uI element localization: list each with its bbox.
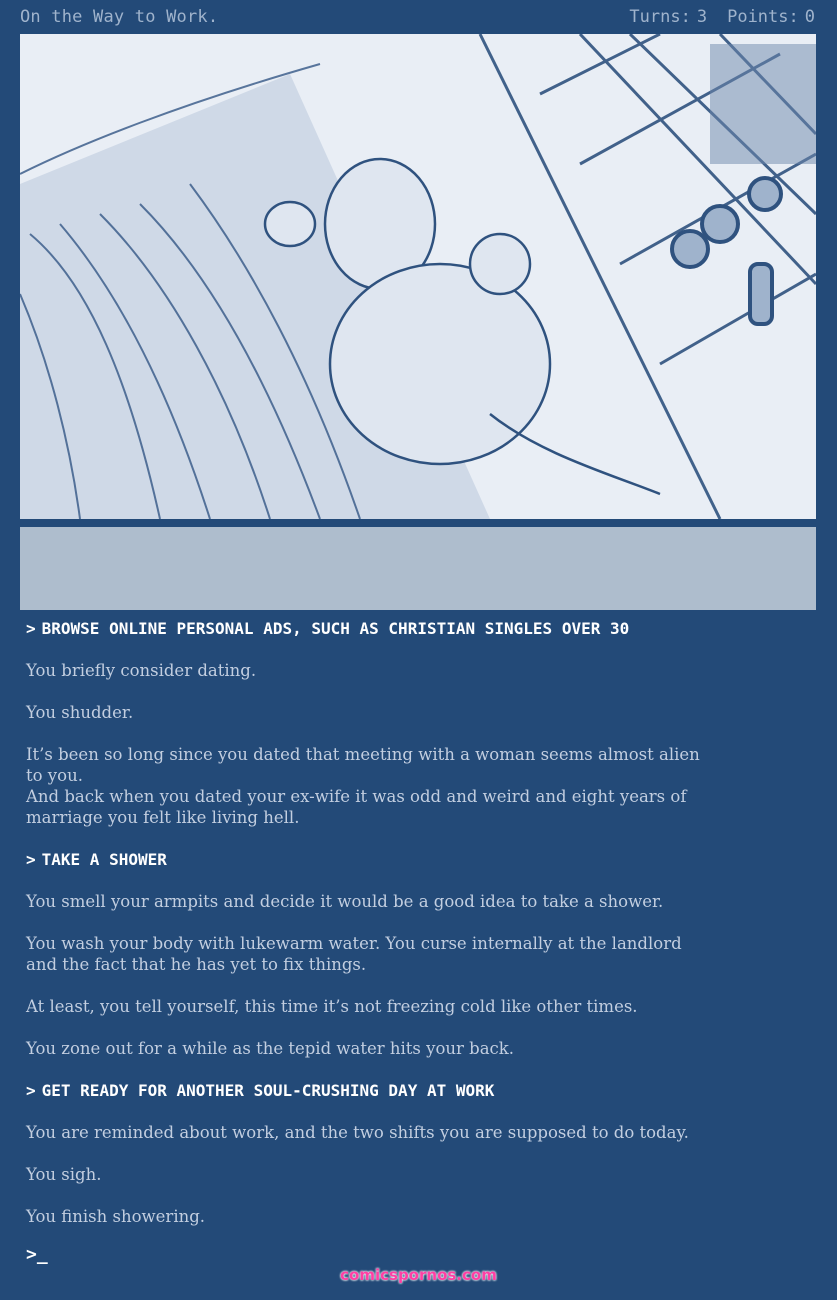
prompt-cursor: _: [36, 1244, 48, 1265]
narrative-line: And back when you dated your ex-wife it was odd and weird and eight years of: [26, 787, 687, 806]
narrative-paragraph: [26, 1038, 816, 1059]
narrative-paragraph: [26, 1206, 816, 1227]
narrative-line: You smell your armpits and decide it would be a good idea to take a shower.: [26, 892, 664, 911]
narrative-paragraph: [26, 891, 816, 912]
command-text: BROWSE ONLINE PERSONAL ADS, SUCH AS CHRISTIAN SINGLES OVER 30: [41, 619, 630, 638]
narrative-line: It’s been so long since you dated that meeting with a woman seems almost alien: [26, 745, 700, 764]
turns-counter: [629, 7, 707, 27]
narrative-line: At least, you tell yourself, this time it’s not freezing cold like other times.: [26, 997, 638, 1016]
narrative-line: and the fact that he has yet to fix things.: [26, 955, 367, 974]
story-title: On the Way to Work.: [20, 7, 219, 27]
command-prompt-symbol: >: [26, 850, 36, 869]
command-prompt-symbol: >: [26, 619, 36, 638]
command-text: GET READY FOR ANOTHER SOUL-CRUSHING DAY AT WORK: [41, 1081, 495, 1100]
turns-label: Turns:: [629, 7, 691, 27]
narrative-line: You zone out for a while as the tepid water hits your back.: [26, 1039, 515, 1058]
narrative-line: You sigh.: [26, 1165, 102, 1184]
narrative-paragraph: [26, 933, 816, 975]
command-entry: [26, 1080, 816, 1101]
narrative-paragraph: [26, 996, 816, 1017]
narrative-paragraph: [26, 660, 816, 681]
command-text: TAKE A SHOWER: [41, 850, 167, 869]
narrative-line: You finish showering.: [26, 1207, 206, 1226]
score-panel: [629, 7, 815, 27]
narrative-line: You wash your body with lukewarm water. You curse internally at the landlord: [26, 934, 682, 953]
command-prompt-symbol: >: [26, 1081, 36, 1100]
command-prompt[interactable]: [26, 1244, 48, 1265]
shower-sketch-image: [20, 34, 816, 519]
points-counter: [727, 7, 815, 27]
command-entry: [26, 849, 816, 870]
narrative-paragraph: [26, 1164, 816, 1185]
watermark-text: comicspornos.com: [340, 1266, 497, 1284]
turns-value: 3: [696, 7, 708, 27]
points-label: Points:: [727, 7, 799, 27]
prompt-symbol: >: [26, 1244, 37, 1265]
narrative-line: You shudder.: [26, 703, 134, 722]
story-log: [26, 618, 816, 1248]
command-entry: [26, 618, 816, 639]
narrative-line: marriage you felt like living hell.: [26, 808, 300, 827]
narrative-paragraph: [26, 1122, 816, 1143]
narrative-line: You are reminded about work, and the two shifts you are supposed to do today.: [26, 1123, 689, 1142]
caption-panel: [20, 527, 816, 610]
narrative-line: You briefly consider dating.: [26, 661, 257, 680]
narrative-line: to you.: [26, 766, 83, 785]
points-value: 0: [804, 7, 815, 27]
scene-illustration: [20, 34, 816, 519]
narrative-paragraph: [26, 744, 816, 828]
status-bar: [0, 0, 837, 34]
narrative-paragraph: [26, 702, 816, 723]
